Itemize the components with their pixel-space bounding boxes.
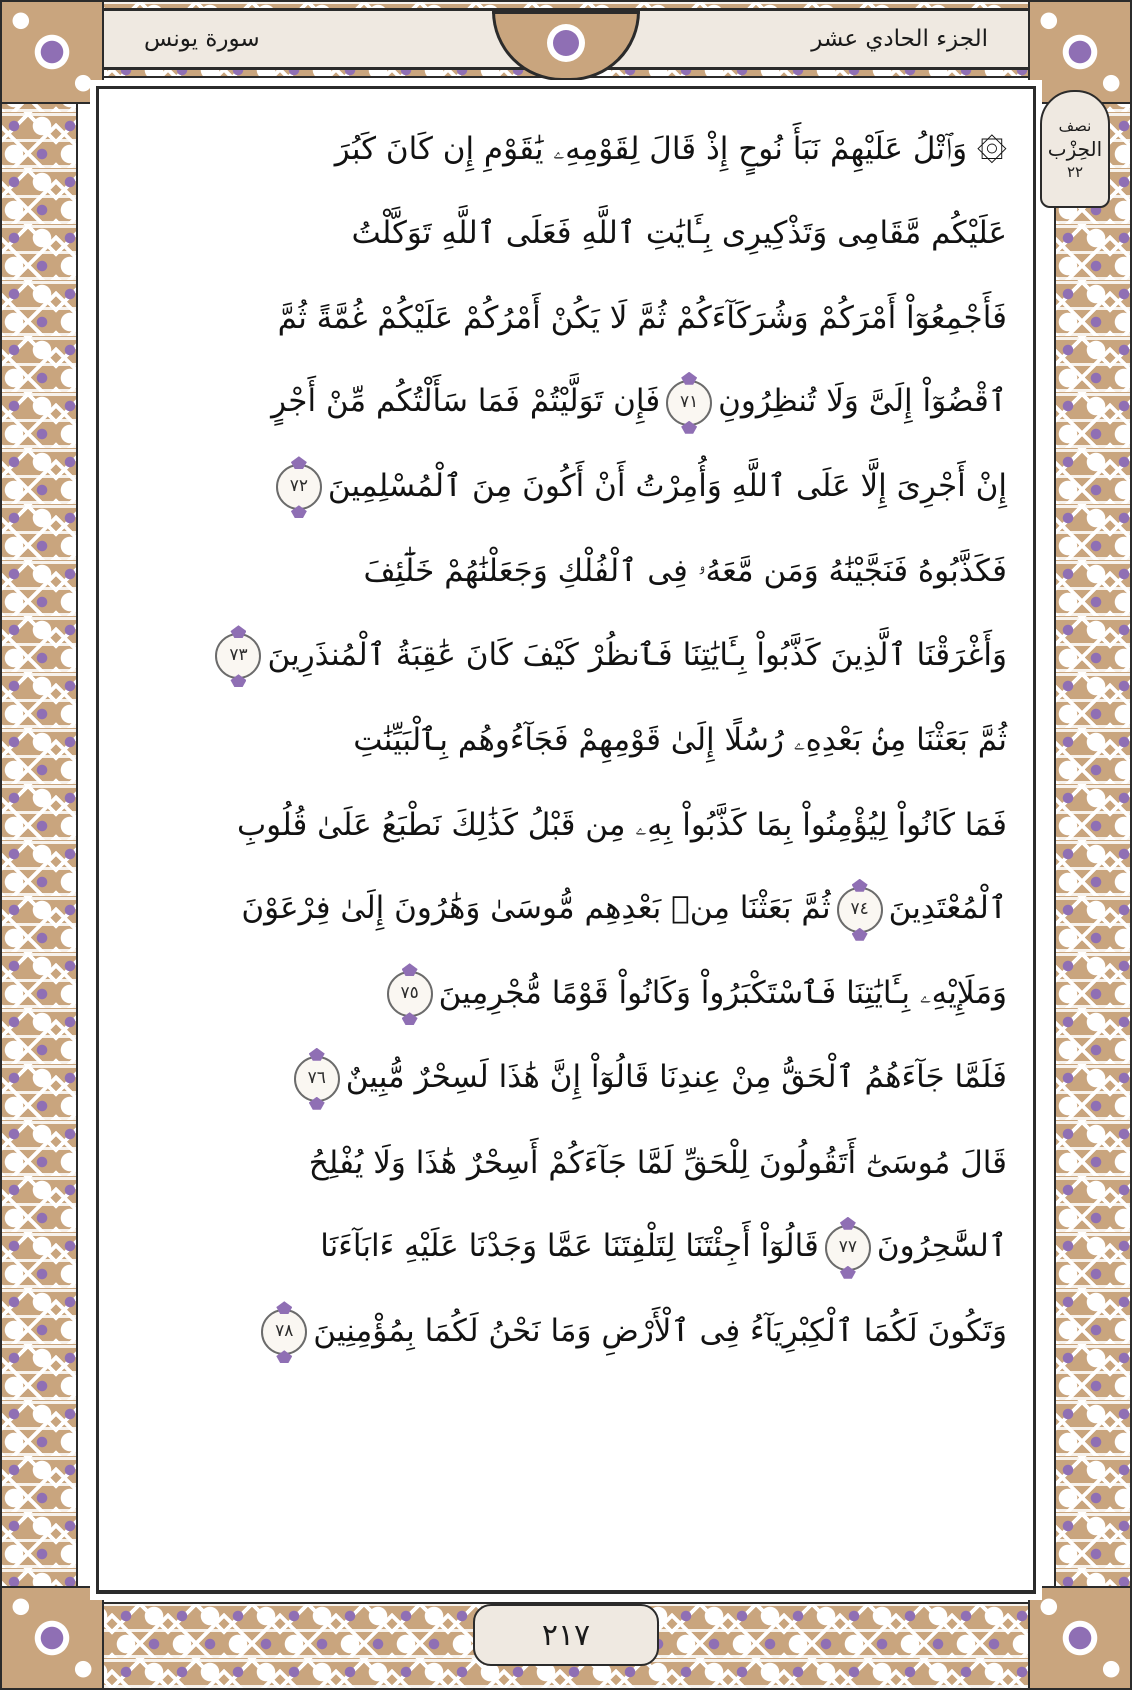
scripture-lines — [99, 89, 1033, 1591]
scripture-text: فَأَجْمِعُوٓاْ أَمْرَكُمْ وَشُرَكَآءَكُمْ ثُمَّ لَا يَكُنْ أَمْرُكُمْ عَلَيْكُمْ غُمَّةً ثُمَّ — [277, 299, 1007, 336]
scripture-text-frame — [96, 86, 1036, 1594]
hizb-label-line1: نصف — [1058, 117, 1092, 135]
scripture-text: ۞ وَٱتْلُ عَلَيْهِمْ نَبَأَ نُوحٍ إِذْ قَالَ لِقَوْمِهِۦ يَٰقَوْمِ إِن كَانَ كَبُرَ — [334, 130, 1007, 167]
scripture-text: قَالَ مُوسَىٰٓ أَتَقُولُونَ لِلْحَقِّ لَمَّا جَآءَكُمْ أَسِحْرٌ هَٰذَا وَلَا يُفْلِحُ — [308, 1144, 1007, 1181]
corner-ornament-top-left — [0, 0, 104, 104]
scripture-line — [125, 1206, 1007, 1291]
scripture-line-content — [320, 1225, 1007, 1271]
ayah-number-marker: ٧٢ — [276, 464, 322, 510]
scripture-text: ثُمَّ بَعَثْنَا مِنۢ بَعْدِهِم مُّوسَىٰ وَهَٰرُونَ إِلَىٰ فِرْعَوْنَ — [241, 890, 831, 927]
scripture-line-content — [363, 555, 1007, 588]
corner-ornament-bottom-left — [0, 1586, 104, 1690]
scripture-line-content — [271, 380, 1007, 426]
corner-ornament-bottom-right — [1028, 1586, 1132, 1690]
scripture-text: فَلَمَّا جَآءَهُمُ ٱلْحَقُّ مِنْ عِندِنَا قَالُوٓاْ إِنَّ هَٰذَا لَسِحْرٌ مُّبِينٌ — [345, 1059, 1007, 1096]
ayah-number-marker: ٧٦ — [294, 1056, 340, 1102]
scripture-text: قَالُوٓاْ أَجِئْتَنَا لِتَلْفِتَنَا عَمَّا وَجَدْنَا عَلَيْهِ ءَابَآءَنَا — [320, 1228, 819, 1265]
scripture-text: فَكَذَّبُوهُ فَنَجَّيْنَٰهُ وَمَن مَّعَهُۥ فِى ٱلْفُلْكِ وَجَعَلْنَٰهُمْ خَلَٰٓئِفَ — [363, 553, 1007, 590]
scripture-line-content — [353, 724, 1007, 757]
scripture-text: وَتَكُونَ لَكُمَا ٱلْكِبْرِيَآءُ فِى ٱلْأَرْضِ وَمَا نَحْنُ لَكُمَا بِمُؤْمِنِينَ — [313, 1312, 1007, 1349]
hizb-label-line2: الحِزْب — [1047, 137, 1103, 161]
corner-ornament-top-right — [1028, 0, 1132, 104]
ayah-number-marker: ٧٧ — [825, 1225, 871, 1271]
scripture-line — [125, 868, 1007, 953]
scripture-line — [125, 445, 1007, 530]
hizb-marker-badge — [1040, 90, 1110, 208]
scripture-text: فَمَا كَانُواْ لِيُؤْمِنُواْ بِمَا كَذَّبُواْ بِهِۦ مِن قَبْلُ كَذَٰلِكَ نَطْبَعُ عَلَىٰ قُلُوبِ — [237, 806, 1007, 843]
scripture-text: وَأَغْرَقْنَا ٱلَّذِينَ كَذَّبُواْ بِـَٔايَٰتِنَا فَٱنظُرْ كَيْفَ كَانَ عَٰقِبَةُ ٱلْمُنذَرِينَ — [267, 636, 1007, 673]
scripture-line-content — [351, 217, 1007, 250]
hizb-label-line3: ٢٢ — [1066, 163, 1084, 181]
scripture-line-content — [255, 1309, 1007, 1355]
scripture-line-content — [209, 633, 1007, 679]
scripture-line — [125, 192, 1007, 277]
ayah-number-marker: ٧٥ — [387, 971, 433, 1017]
border-right — [1054, 0, 1132, 1690]
scripture-text: عَلَيْكُم مَّقَامِى وَتَذْكِيرِى بِـَٔايَٰتِ ٱللَّهِ فَعَلَى ٱللَّهِ تَوَكَّلْتُ — [351, 215, 1007, 252]
ayah-number-marker: ٧٣ — [215, 633, 261, 679]
ayah-number-marker: ٧٨ — [261, 1309, 307, 1355]
scripture-line — [125, 1121, 1007, 1206]
scripture-line — [125, 699, 1007, 784]
scripture-line — [125, 361, 1007, 446]
scripture-line-content — [288, 1056, 1007, 1102]
ayah-number-marker: ٧٤ — [837, 887, 883, 933]
scripture-line — [125, 276, 1007, 361]
scripture-line-content — [237, 806, 1007, 843]
scripture-text: ٱلْمُعْتَدِينَ — [888, 890, 1007, 927]
scripture-line — [125, 783, 1007, 868]
scripture-line-content — [277, 299, 1007, 336]
page-number: ٢١٧ — [473, 1604, 659, 1666]
footer-divider — [96, 1590, 1036, 1594]
scripture-line — [125, 952, 1007, 1037]
scripture-line-content — [270, 464, 1007, 510]
scripture-line — [125, 107, 1007, 192]
scripture-line-content — [308, 1144, 1007, 1181]
scripture-text: فَإِن تَوَلَّيْتُمْ فَمَا سَأَلْتُكُم مِّنْ أَجْرٍ — [271, 383, 661, 420]
scripture-line — [125, 1290, 1007, 1375]
scripture-line-content — [241, 887, 1007, 933]
scripture-line-content — [334, 130, 1007, 167]
scripture-text: ٱلسَّٰحِرُونَ — [876, 1228, 1007, 1265]
scripture-line — [125, 530, 1007, 615]
juz-label: الجزء الحادي عشر — [811, 26, 988, 52]
scripture-line — [125, 614, 1007, 699]
border-left — [0, 0, 78, 1690]
scripture-text: إِنْ أَجْرِىَ إِلَّا عَلَى ٱللَّهِ وَأُمِرْتُ أَنْ أَكُونَ مِنَ ٱلْمُسْلِمِينَ — [327, 467, 1007, 504]
scripture-line — [125, 1037, 1007, 1122]
surah-label: سورة يونس — [144, 26, 260, 52]
ayah-number-marker: ٧١ — [666, 380, 712, 426]
scripture-text: وَمَلَإِيْهِۦ بِـَٔايَٰتِنَا فَٱسْتَكْبَرُواْ وَكَانُواْ قَوْمًا مُّجْرِمِينَ — [438, 974, 1007, 1011]
scripture-line-content — [381, 971, 1007, 1017]
scripture-text: ثُمَّ بَعَثْنَا مِنۢ بَعْدِهِۦ رُسُلًا إِلَىٰ قَوْمِهِمْ فَجَآءُوهُم بِٱلْبَيِّنَٰتِ — [353, 722, 1007, 759]
page-header — [104, 8, 1028, 70]
scripture-text: ٱقْضُوٓاْ إِلَىَّ وَلَا تُنظِرُونِ — [718, 383, 1007, 420]
